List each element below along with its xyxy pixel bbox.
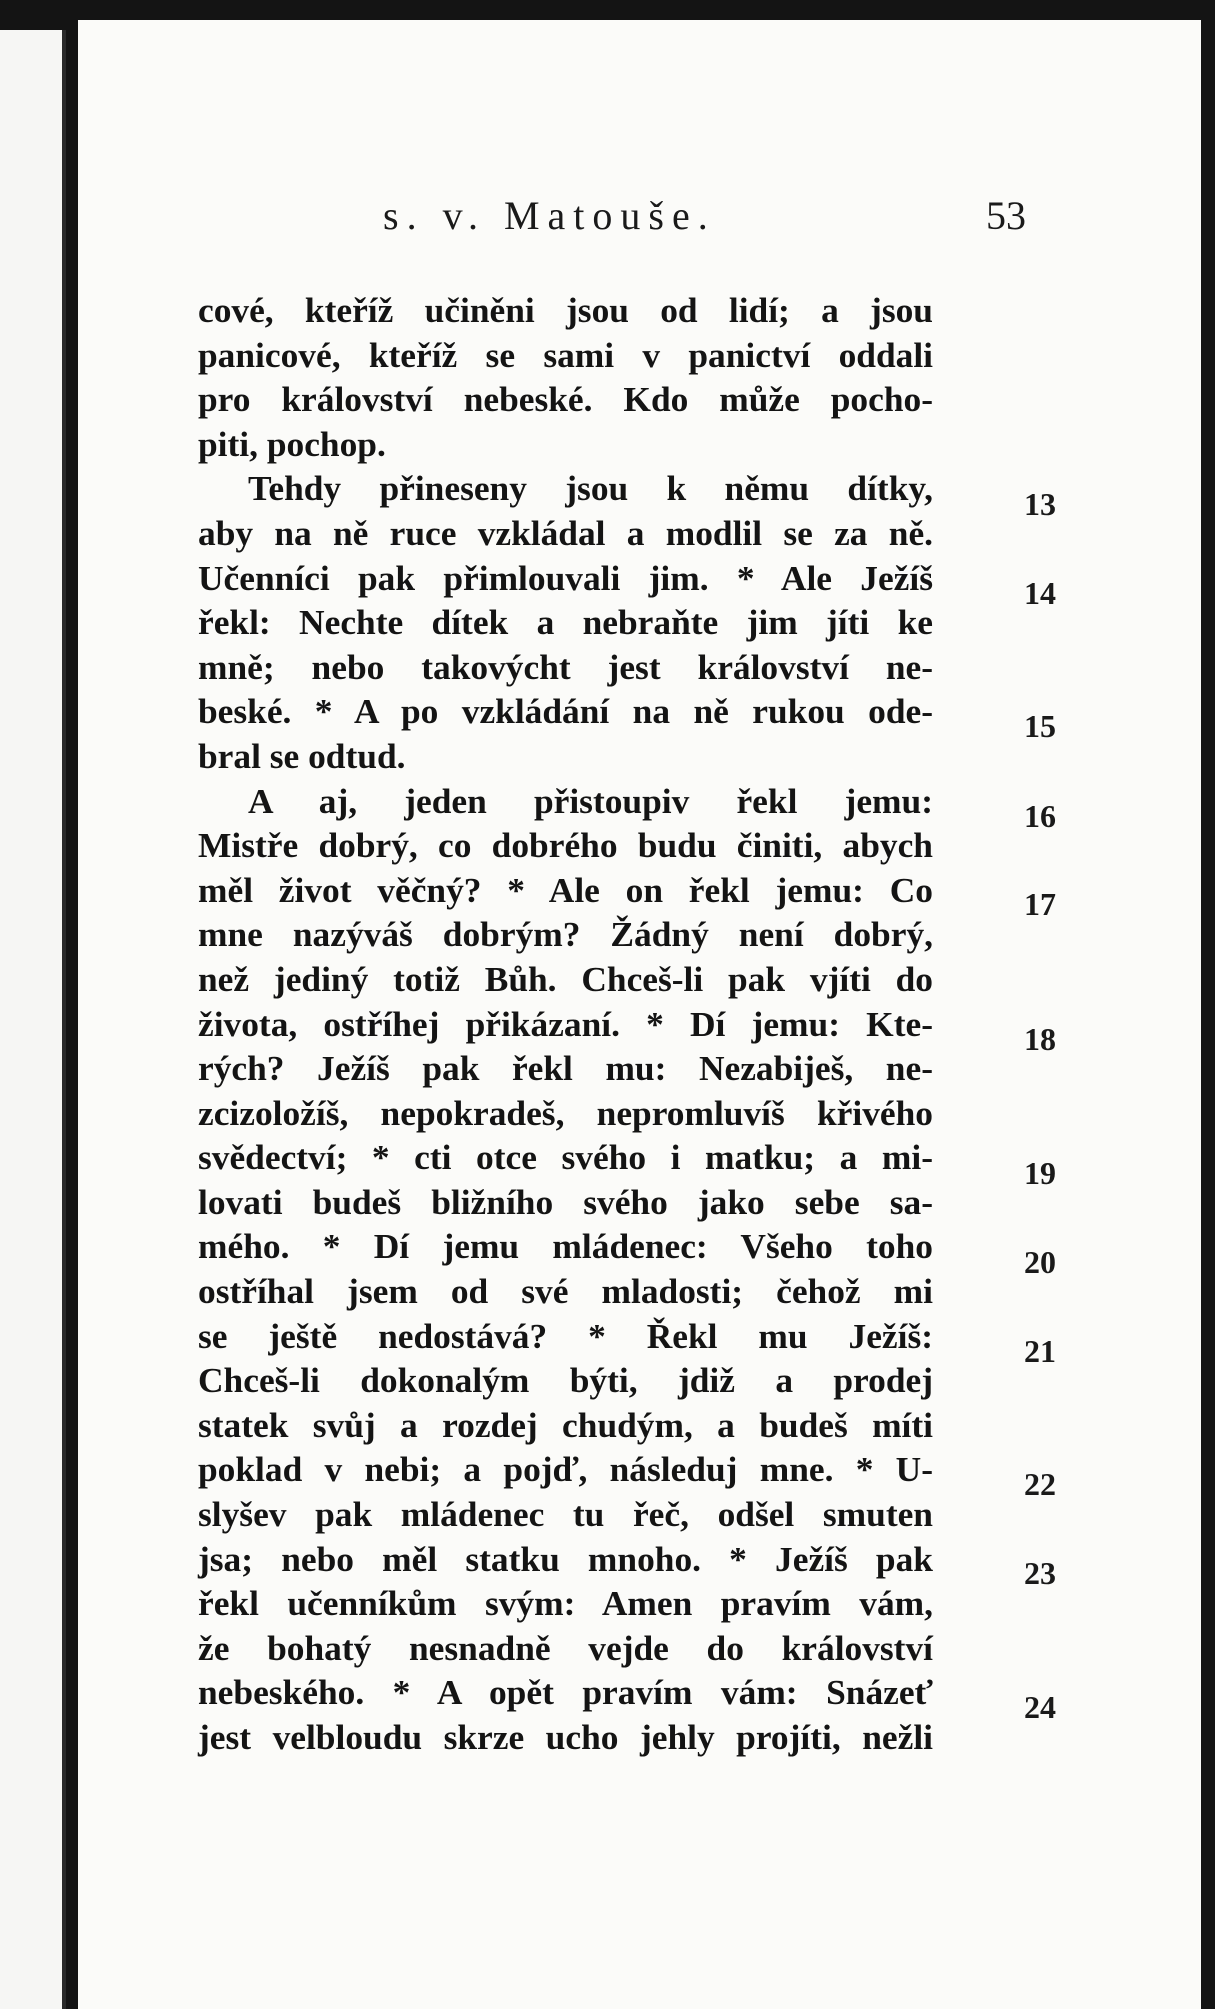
text-line: piti, pochop. — [198, 423, 386, 464]
text-line: zcizoložíš, nepokradeš, nepromluvíš křivého — [198, 1092, 933, 1133]
text-line: mého. * Dí jemu mládenec: Všeho toho — [198, 1226, 933, 1267]
verse-number: 18 — [1024, 1021, 1056, 1057]
text-line: jest velbloudu skrze ucho jehly projíti, nežli — [198, 1717, 933, 1757]
verse-number: 23 — [1024, 1555, 1056, 1591]
text-line: řekl: Nechte dítek a nebraňte jim jíti ke — [198, 602, 933, 643]
verse-number: 17 — [1024, 886, 1056, 922]
text-line: panicové, kteříž se sami v panictví oddali — [198, 334, 933, 375]
text-line: jsa; nebo měl statku mnoho. * Ježíš pak — [198, 1538, 933, 1579]
text-line: statek svůj a rozdej chudým, a budeš míti — [198, 1404, 933, 1445]
text-line: pro království nebeské. Kdo může pocho- — [198, 379, 933, 420]
running-title: s. v. Matouše. — [383, 193, 716, 238]
text-line: aby na ně ruce vzkládal a modlil se za ně. — [198, 512, 933, 553]
text-line: bral se odtud. — [198, 735, 406, 776]
verse-number: 21 — [1024, 1333, 1056, 1369]
text-line: poklad v nebi; a pojď, následuj mne. * U- — [198, 1449, 933, 1490]
text-line: života, ostříhej přikázaní. * Dí jemu: Kte- — [198, 1003, 933, 1044]
verse-number: 16 — [1024, 798, 1056, 834]
text-line: slyšev pak mládenec tu řeč, odšel smuten — [198, 1494, 933, 1535]
text-line: že bohatý nesnadně vejde do království — [198, 1627, 933, 1668]
previous-page-edge — [0, 30, 66, 2009]
text-line: Chceš-li dokonalým býti, jdiž a prodej — [198, 1360, 933, 1401]
page-number: 53 — [986, 193, 1026, 238]
text-line: nebeského. * A opět pravím vám: Snázeť — [198, 1672, 933, 1713]
book-page — [78, 20, 1201, 2009]
text-line: A aj, jeden přistoupiv řekl jemu: — [248, 780, 933, 821]
verse-number: 14 — [1024, 575, 1056, 611]
text-line: cové, kteříž učiněni jsou od lidí; a jsou — [198, 290, 933, 330]
text-line: řekl učenníkům svým: Amen pravím vám, — [198, 1583, 933, 1624]
verse-number: 19 — [1024, 1155, 1056, 1191]
text-line: beské. * A po vzkládání na ně rukou ode- — [198, 691, 933, 732]
page-header — [78, 192, 1201, 242]
text-line: se ještě nedostává? * Řekl mu Ježíš: — [198, 1315, 933, 1356]
body-text — [198, 288, 933, 1760]
text-line: Tehdy přineseny jsou k němu dítky, — [248, 468, 933, 509]
text-line: než jediný totiž Bůh. Chceš-li pak vjíti do — [198, 958, 933, 999]
verse-number: 13 — [1024, 486, 1056, 522]
verse-number: 24 — [1024, 1689, 1056, 1725]
text-line: svědectví; * cti otce svého i matku; a mi- — [198, 1137, 933, 1178]
verse-number: 20 — [1024, 1244, 1056, 1280]
text-line: Učenníci pak přimlouvali jim. * Ale Ježíš — [198, 557, 933, 598]
text-line: rých? Ježíš pak řekl mu: Nezabiješ, ne- — [198, 1048, 933, 1089]
verse-number: 15 — [1024, 708, 1056, 744]
text-line: měl život věčný? * Ale on řekl jemu: Co — [198, 869, 933, 910]
text-line: Mistře dobrý, co dobrého budu činiti, abych — [198, 825, 933, 866]
verse-number: 22 — [1024, 1466, 1056, 1502]
text-line: lovati budeš bližního svého jako sebe sa- — [198, 1181, 933, 1222]
text-line: mne nazýváš dobrým? Žádný není dobrý, — [198, 914, 933, 955]
text-line: mně; nebo takovýcht jest království ne- — [198, 646, 933, 687]
text-line: ostříhal jsem od své mladosti; čehož mi — [198, 1271, 933, 1312]
